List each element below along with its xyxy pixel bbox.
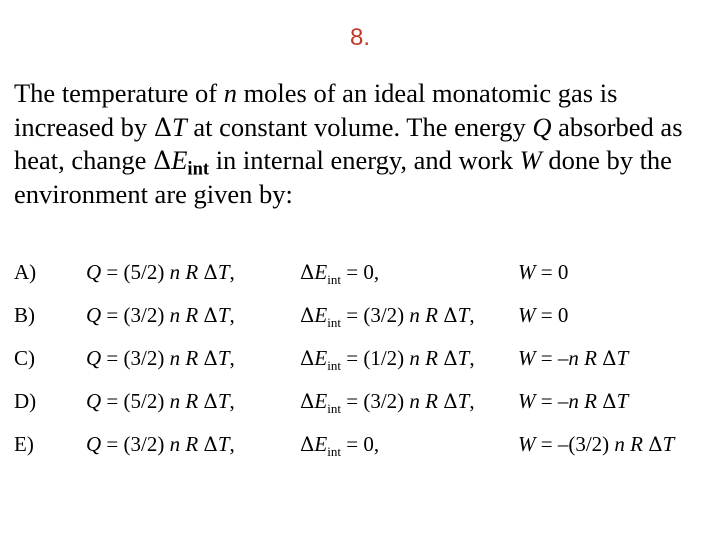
- choice-letter: D): [14, 389, 37, 413]
- stem-text: done by the environment are given by:: [14, 145, 672, 209]
- stem-q-symbol: Q: [532, 111, 552, 142]
- stem-text: moles of an ideal monatomic gas is increased by: [14, 78, 618, 142]
- choice-letter: A): [14, 260, 37, 284]
- stem-e-symbol: E: [171, 145, 188, 175]
- choice-a[interactable]: [0, 252, 720, 292]
- stem-t-symbol: T: [171, 111, 187, 142]
- choice-internal-energy: $\Delta E_{int} = 0$,: [300, 260, 380, 288]
- stem-int-subscript: int: [187, 158, 210, 180]
- slide-number: 8.: [349, 24, 370, 51]
- choice-heat: Q = (3/2) n R ΔT,: [86, 432, 235, 456]
- choice-internal-energy: $\Delta E_{int} = (1/2)$ n R ΔT,: [300, 346, 475, 374]
- question-stem: [14, 77, 714, 211]
- stem-text: The temperature of: [14, 78, 224, 108]
- choice-d[interactable]: [0, 381, 720, 421]
- choice-internal-energy: $\Delta E_{int} = (3/2)$ n R ΔT,: [300, 389, 475, 417]
- stem-delta-symbol: Δ: [153, 146, 172, 175]
- choice-work: W = 0: [518, 260, 569, 284]
- stem-text: at constant volume. The energy: [186, 111, 533, 142]
- choice-letter: E): [14, 432, 34, 456]
- choice-heat: Q = (5/2) n R ΔT,: [86, 260, 235, 284]
- stem-text: in internal energy, and work: [209, 145, 520, 175]
- choice-heat: Q = (3/2) n R ΔT,: [86, 346, 235, 370]
- stem-w-symbol: W: [519, 145, 542, 175]
- choice-internal-energy: $\Delta E_{int} = (3/2)$ n R ΔT,: [300, 303, 475, 331]
- choice-work: W = –(3/2) n R ΔT: [518, 432, 675, 456]
- choice-work: W = –n R ΔT: [518, 346, 629, 370]
- choice-letter: C): [14, 346, 35, 370]
- choice-b[interactable]: [0, 295, 720, 335]
- stem-n-symbol: n: [223, 78, 237, 108]
- stem-delta-symbol: Δ: [153, 112, 172, 142]
- choice-letter: B): [14, 303, 35, 327]
- choice-e[interactable]: [0, 424, 720, 464]
- choice-work: W = 0: [518, 303, 569, 327]
- stem-text: absorbed as heat, change: [14, 111, 683, 175]
- choice-heat: Q = (5/2) n R ΔT,: [86, 389, 235, 413]
- choice-internal-energy: $\Delta E_{int} = 0$,: [300, 432, 380, 460]
- choice-work: W = –n R ΔT: [518, 389, 629, 413]
- choice-heat: Q = (3/2) n R ΔT,: [86, 303, 235, 327]
- choice-c[interactable]: [0, 338, 720, 378]
